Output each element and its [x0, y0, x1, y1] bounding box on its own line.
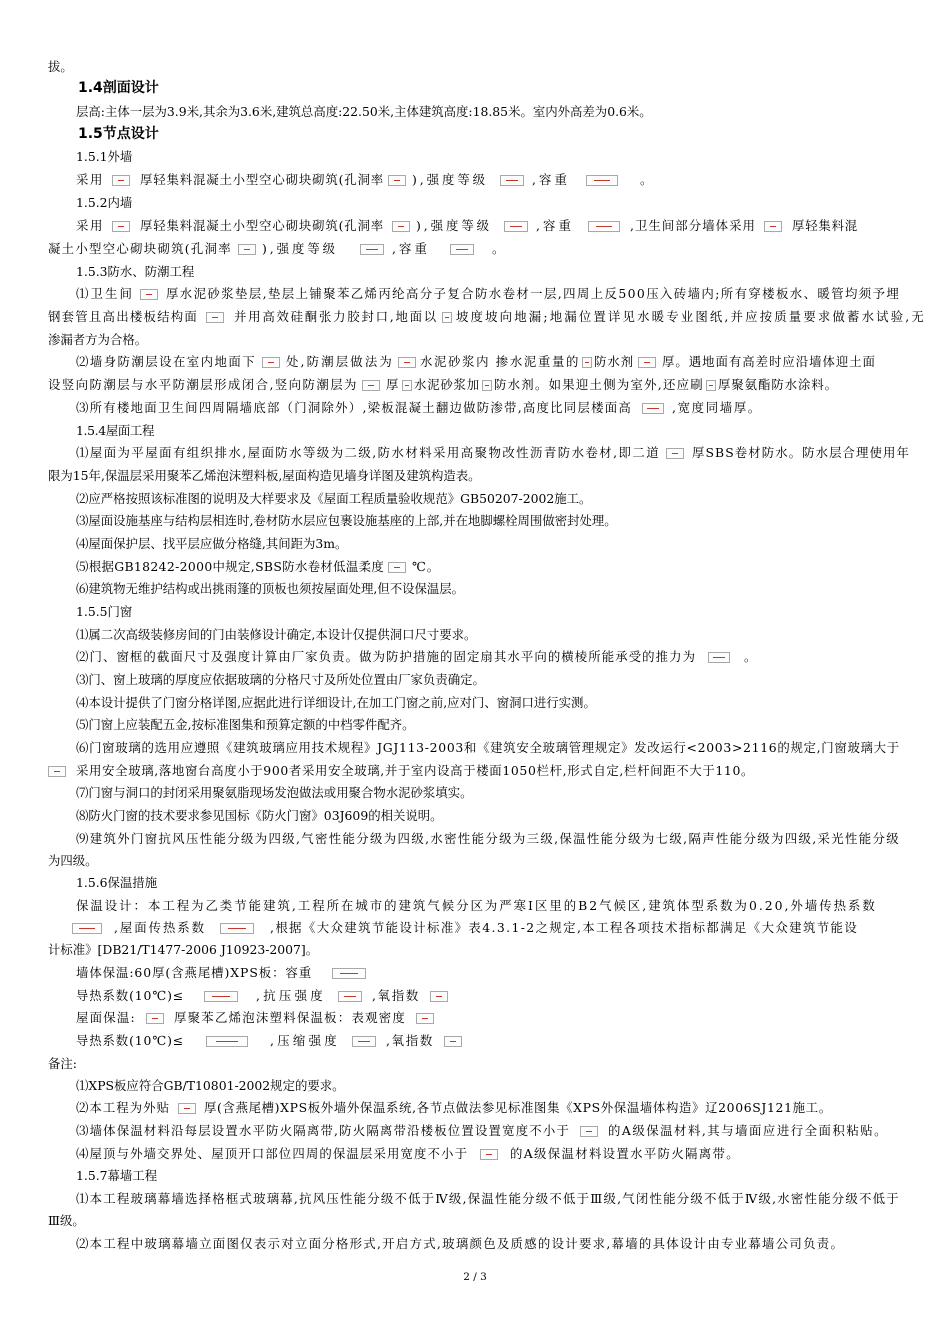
text-run: 1.5.3防水、防潮工程 — [76, 264, 195, 279]
text-run: ),强度等级 — [262, 241, 338, 256]
text-line — [76, 1189, 902, 1209]
text-run: 备注: — [48, 1056, 77, 1071]
text-line — [48, 375, 902, 395]
text-run: 的A级保温材料设置水平防火隔离带。 — [510, 1146, 740, 1161]
text-run: 渗漏者方为合格。 — [48, 332, 148, 347]
text-run: ⑵本工程为外贴 — [76, 1100, 171, 1115]
text-line — [76, 806, 476, 826]
text-run: 厚轻集料混凝土小型空心砌块砌筑(孔洞率 — [140, 172, 385, 187]
text-line — [76, 1008, 476, 1028]
text-run: ,屋面传热系数 — [114, 920, 207, 935]
text-run: ,容重 — [532, 172, 570, 187]
formula-placeholder-image — [398, 357, 416, 368]
text-run: 。 — [492, 241, 505, 256]
text-run: ,宽度同墙厚。 — [672, 400, 762, 415]
text-run: 导热系数(10℃)≤ — [76, 988, 185, 1003]
formula-placeholder-image — [72, 923, 102, 934]
text-run: ⑷屋面保护层、找平层应做分格缝,其间距为3m。 — [76, 536, 348, 551]
formula-placeholder-image — [146, 1013, 164, 1024]
text-line — [76, 602, 156, 622]
text-line — [76, 262, 216, 282]
formula-placeholder-image — [500, 175, 524, 186]
text-line — [76, 284, 902, 304]
text-run: ⑴本工程玻璃幕墙选择格框式玻璃幕,抗风压性能分级不低于Ⅳ级,保温性能分级不低于Ⅲ级,气闭性能分级不低于Ⅳ级,水密性能分级不低于 — [76, 1191, 900, 1206]
text-line — [76, 1076, 376, 1096]
text-run: 采用安全玻璃,落地窗台高度小于900者采用安全玻璃,并于室内设高于楼面1050栏杆,形式自定,栏杆间距不大于110。 — [76, 763, 755, 778]
text-run: ,卫生间部分墙体采用 — [630, 218, 756, 233]
text-run: ),强度等级 — [416, 218, 492, 233]
text-line — [48, 307, 926, 327]
text-run: 1.5.4屋面工程 — [76, 423, 155, 438]
text-run: ,抗压强度 — [256, 988, 327, 1003]
formula-placeholder-image — [332, 968, 366, 979]
formula-placeholder-image — [764, 221, 782, 232]
text-line — [76, 1234, 846, 1254]
text-line — [76, 963, 376, 983]
formula-placeholder-image — [178, 1103, 196, 1114]
text-run: 计标准》[DB21/T1477-2006 J10923-2007]。 — [48, 942, 319, 957]
formula-placeholder-image — [112, 221, 130, 232]
text-line — [76, 579, 526, 599]
text-line — [76, 1144, 776, 1164]
text-run: 保温设计：本工程为乙类节能建筑,工程所在城市的建筑气候分区为严寒Ⅰ区里的B2气候区,建筑体型系数为0.20,外墙传热系数 — [76, 898, 877, 913]
text-run: ⑹建筑物无维护结构或出挑雨篷的顶板也须按屋面处理,但不设保温层。 — [76, 581, 465, 596]
text-run: ⑵应严格按照该标准图的说明及大样要求及《屋面工程质量验收规范》GB50207-2002施工。 — [76, 491, 592, 506]
text-run: ⑺门窗与洞口的封闭采用聚氨脂现场发泡做法或用聚合物水泥砂浆填实。 — [76, 785, 473, 800]
formula-placeholder-image — [588, 221, 620, 232]
formula-placeholder-image — [450, 244, 474, 255]
formula-placeholder-image — [338, 991, 362, 1002]
text-line — [76, 352, 902, 372]
text-run: 厚 — [386, 377, 399, 392]
formula-placeholder-image — [442, 312, 452, 323]
text-run: ⑶墙体保温材料沿每层设置水平防火隔离带,防火隔离带沿楼板位置设置宽度不小于 — [76, 1123, 571, 1138]
formula-placeholder-image — [666, 448, 684, 459]
text-line — [48, 761, 808, 781]
text-run: 1.5.2内墙 — [76, 195, 133, 210]
text-line — [76, 398, 776, 418]
text-run: ),强度等级 — [412, 172, 488, 187]
text-run: 水泥砂浆加 — [414, 377, 481, 392]
text-run: ⑵本工程中玻璃幕墙立面图仅表示对立面分格形式,开启方式,玻璃颜色及质感的设计要求,幕墙的具体设计由专业幕墙公司负责。 — [76, 1236, 845, 1251]
text-run: ⑴属二次高级装修房间的门由装修设计确定,本设计仅提供洞口尺寸要求。 — [76, 627, 477, 642]
text-line — [76, 625, 536, 645]
text-run: 为四级。 — [48, 853, 98, 868]
text-line — [76, 829, 902, 849]
text-run: ⑸根据GB18242-2000中规定,SBS防水卷材低温柔度 — [76, 559, 385, 574]
formula-placeholder-image — [206, 1036, 248, 1047]
text-run: 厚(含燕尾槽)XPS板外墙外保温系统,各节点做法参见标准图集《XPS外保温墙体构造》辽2006SJ121施工。 — [204, 1100, 832, 1115]
text-line — [76, 647, 776, 667]
formula-placeholder-image — [402, 380, 412, 391]
text-line — [76, 489, 636, 509]
formula-placeholder-image — [220, 923, 254, 934]
formula-placeholder-image — [48, 766, 66, 777]
text-line — [76, 421, 156, 441]
text-run: ,氧指数 — [372, 988, 420, 1003]
formula-placeholder-image — [444, 1036, 462, 1047]
text-line — [76, 443, 910, 463]
text-line — [76, 102, 736, 122]
text-line — [48, 918, 902, 938]
text-run: ⑻防火门窗的技术要求参见国标《防火门窗》03J609的相关说明。 — [76, 808, 443, 823]
text-run: 1.4剖面设计 — [78, 80, 159, 96]
text-line — [76, 896, 902, 916]
text-run: 1.5.5门窗 — [76, 604, 133, 619]
text-run: 厚聚苯乙烯泡沫塑料保温板：表观密度 — [174, 1010, 407, 1025]
text-line — [76, 511, 676, 531]
text-run: 屋面保温: — [76, 1010, 136, 1025]
formula-placeholder-image — [112, 175, 130, 186]
formula-placeholder-image — [388, 562, 406, 573]
text-run: 钢套管且高出楼板结构面 — [48, 309, 199, 324]
text-line — [48, 1211, 108, 1231]
text-run: ⑶所有楼地面卫生间四周隔墙底部（门洞除外）,梁板混凝土翻边做防渗带,高度比同层楼面高 — [76, 400, 633, 415]
text-run: ,压缩强度 — [270, 1033, 341, 1048]
text-run: ⑹门窗玻璃的选用应遵照《建筑玻璃应用技术规程》JGJ113-2003和《建筑安全玻璃管理规定》发改运行<2003>2116的规定,门窗玻璃大于 — [76, 740, 900, 755]
text-run: ,根据《大众建筑节能设计标准》表4.3.1-2之规定,本工程各项技术指标都满足《大众建筑节能设 — [270, 920, 859, 935]
text-run: Ⅲ级。 — [48, 1213, 85, 1228]
text-run: 坡度坡向地漏;地漏位置详见水暖专业图纸,并应按质量要求做蓄水试验,无 — [456, 309, 926, 324]
formula-placeholder-image — [638, 357, 656, 368]
page-number: 2 / 3 — [463, 1271, 487, 1283]
text-run: 。 — [640, 172, 653, 187]
text-line — [48, 466, 618, 486]
text-line — [48, 330, 208, 350]
text-line — [76, 693, 656, 713]
formula-placeholder-image — [430, 991, 448, 1002]
text-line — [76, 534, 376, 554]
text-run: 防水剂。如果迎土侧为室外,还应刷 — [494, 377, 704, 392]
text-run: 防水剂 — [594, 354, 634, 369]
text-line — [76, 738, 902, 758]
text-run: 导热系数(10℃)≤ — [76, 1033, 185, 1048]
text-line — [76, 670, 536, 690]
text-run: ⑼建筑外门窗抗风压性能分级为四级,气密性能分级为四级,水密性能分级为三级,保温性能分级为七级,隔声性能分级为四级,采光性能分级 — [76, 831, 901, 846]
formula-placeholder-image — [416, 1013, 434, 1024]
text-run: 拔。 — [48, 59, 73, 74]
formula-placeholder-image — [504, 221, 528, 232]
text-line — [76, 170, 666, 190]
text-run: ⑴卫生间 — [76, 286, 135, 301]
formula-placeholder-image — [642, 403, 664, 414]
text-run: 厚聚氨酯防水涂料。 — [718, 377, 838, 392]
text-line — [76, 557, 496, 577]
text-run: 厚水泥砂浆垫层,垫层上铺聚苯乙烯丙纶高分子复合防水卷材一层,四周上反500压入砖墙内;所有穿楼板水、暖管均须予埋 — [166, 286, 901, 301]
formula-placeholder-image — [582, 357, 592, 368]
text-run: 水泥砂浆内 掺水泥重量的 — [420, 354, 581, 369]
text-line — [76, 1166, 176, 1186]
text-run: ⑴XPS板应符合GB/T10801-2002规定的要求。 — [76, 1078, 345, 1093]
text-line — [76, 873, 166, 893]
text-line — [76, 986, 476, 1006]
text-run: ,容重 — [536, 218, 574, 233]
text-run: ⑵墙身防潮层设在室内地面下 — [76, 354, 257, 369]
text-run: 层高:主体一层为3.9米,其余为3.6米,建筑总高度:22.50米,主体建筑高度:18.85米。室内外高差为0.6米。 — [76, 104, 652, 119]
text-line — [76, 1031, 496, 1051]
text-run: 厚轻集料混 — [792, 218, 859, 233]
text-run: 1.5节点设计 — [78, 126, 159, 142]
formula-placeholder-image — [388, 175, 406, 186]
formula-placeholder-image — [482, 380, 492, 391]
text-line — [48, 57, 168, 77]
formula-placeholder-image — [352, 1036, 376, 1047]
text-run: 凝土小型空心砌块砌筑(孔洞率 — [48, 241, 232, 256]
formula-placeholder-image — [480, 1149, 498, 1160]
text-run: ⑷本设计提供了门窗分格详图,应据此进行详细设计,在加工门窗之前,应对门、窗洞口进行实测。 — [76, 695, 596, 710]
text-line — [48, 851, 128, 871]
text-run: 墙体保温:60厚(含燕尾槽)XPS板：容重 — [76, 965, 313, 980]
text-run: 处,防潮层做法为 — [286, 354, 394, 369]
formula-placeholder-image — [262, 357, 280, 368]
text-run: ⑶屋面设施基座与结构层相连时,卷材防水层应包裹设施基座的上部,并在地脚螺栓周围做密封处理。 — [76, 513, 617, 528]
text-run: ⑴屋面为平屋面有组织排水,屋面防水等级为二级,防水材料采用高聚物改性沥青防水卷材,即二道 — [76, 445, 661, 460]
text-run: ⑸门窗上应装配五金,按标准图集和预算定额的中档零件配齐。 — [76, 717, 415, 732]
text-run: ⑷屋顶与外墙交界处、屋顶开口部位四周的保温层采用宽度不小于 — [76, 1146, 469, 1161]
formula-placeholder-image — [580, 1126, 598, 1137]
text-run: 并用高效硅酮张力胶封口,地面以 — [234, 309, 438, 324]
text-line — [76, 715, 476, 735]
text-run: 1.5.6保温措施 — [76, 875, 158, 890]
text-run: 的A级保温材料,其与墙面应进行全面积粘贴。 — [608, 1123, 889, 1138]
text-line — [76, 147, 146, 167]
text-run: 1.5.1外墙 — [76, 149, 133, 164]
text-line — [76, 216, 902, 236]
text-run: ⑶门、窗上玻璃的厚度应依据玻璃的分格尺寸及所处位置由厂家负责确定。 — [76, 672, 485, 687]
text-line — [48, 239, 508, 259]
text-run: ,氧指数 — [386, 1033, 434, 1048]
formula-placeholder-image — [140, 289, 158, 300]
text-line — [76, 783, 496, 803]
section-heading — [78, 78, 208, 98]
text-run: 限为15年,保温层采用聚苯乙烯泡沫塑料板,屋面构造见墙身详图及建筑构造表。 — [48, 468, 481, 483]
text-run: 厚轻集料混凝土小型空心砌块砌筑(孔洞率 — [140, 218, 385, 233]
text-run: 厚。遇地面有高差时应沿墙体迎土面 — [662, 354, 876, 369]
text-line — [48, 1054, 108, 1074]
text-line — [76, 1098, 836, 1118]
text-line — [76, 193, 146, 213]
formula-placeholder-image — [706, 380, 716, 391]
text-run: ⑵门、窗框的截面尺寸及强度计算由厂家负责。做为防护措施的固定扇其水平向的横棱所能承受的推力为 — [76, 649, 697, 664]
text-run: 采用 — [76, 218, 105, 233]
section-heading — [78, 124, 178, 144]
text-run: ℃。 — [412, 559, 440, 574]
text-run: 设竖向防潮层与水平防潮层形成闭合,竖向防潮层为 — [48, 377, 358, 392]
formula-placeholder-image — [360, 244, 384, 255]
text-run: 厚SBS卷材防水。防水层合理使用年 — [692, 445, 910, 460]
formula-placeholder-image — [206, 312, 224, 323]
text-line — [76, 1121, 902, 1141]
text-run: 采用 — [76, 172, 105, 187]
text-run: 。 — [744, 649, 757, 664]
formula-placeholder-image — [392, 221, 410, 232]
formula-placeholder-image — [586, 175, 618, 186]
text-run: 1.5.7幕墙工程 — [76, 1168, 158, 1183]
text-run: ,容重 — [392, 241, 430, 256]
formula-placeholder-image — [238, 244, 256, 255]
text-line — [48, 940, 348, 960]
formula-placeholder-image — [362, 380, 380, 391]
formula-placeholder-image — [204, 991, 238, 1002]
formula-placeholder-image — [708, 652, 730, 663]
